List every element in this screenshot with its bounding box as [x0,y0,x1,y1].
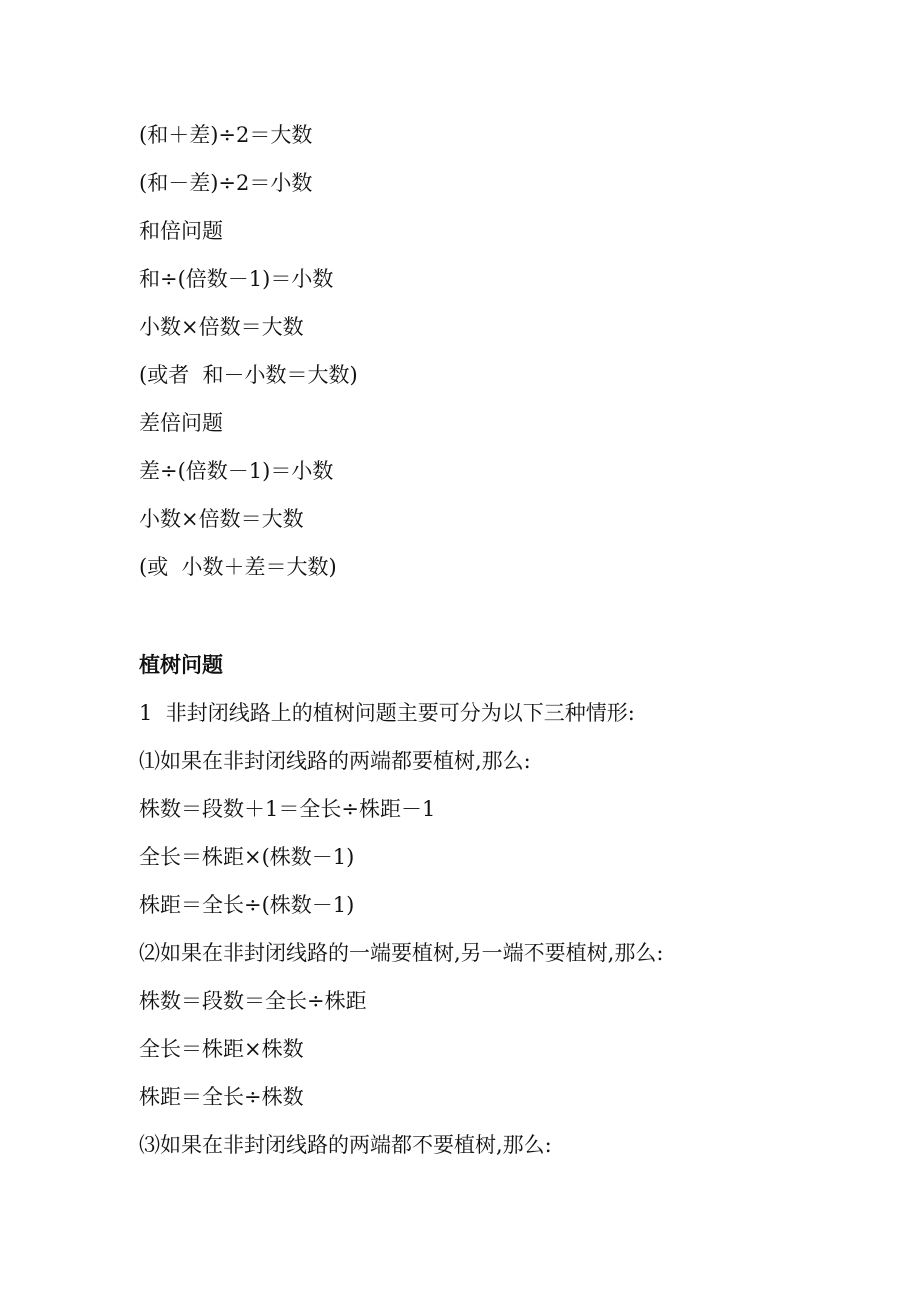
formula-diff-multiple-small: 差÷(倍数－1)＝小数 [139,459,334,483]
case-1-formula-spacing: 株距＝全长÷(株数－1) [139,893,355,917]
section-heading-tree-planting: 植树问题 [139,652,223,677]
case-2-formula-spacing: 株距＝全长÷株数 [139,1085,304,1109]
formula-sum-multiple-alt: (或者 和－小数＝大数) [139,363,358,387]
tree-planting-intro: 1 非封闭线路上的植树问题主要可分为以下三种情形: [139,701,635,725]
formula-sum-multiple-small: 和÷(倍数－1)＝小数 [139,267,334,291]
case-3-description: ⑶如果在非封闭线路的两端都不要植树,那么: [139,1133,552,1157]
case-1-formula-length: 全长＝株距×(株数－1) [139,845,355,869]
case-2-description: ⑵如果在非封闭线路的一端要植树,另一端不要植树,那么: [139,941,664,965]
formula-sum-multiple-large: 小数×倍数＝大数 [139,315,304,339]
section-label-sum-multiple: 和倍问题 [139,219,223,243]
case-1-formula-count: 株数＝段数＋1＝全长÷株距－1 [139,797,436,821]
section-label-diff-multiple: 差倍问题 [139,411,223,435]
formula-diff-multiple-alt: (或 小数＋差＝大数) [139,555,337,579]
case-1-description: ⑴如果在非封闭线路的两端都要植树,那么: [139,749,531,773]
formula-diff-multiple-large: 小数×倍数＝大数 [139,507,304,531]
formula-sum-diff-small: (和－差)÷2＝小数 [139,171,313,195]
case-2-formula-length: 全长＝株距×株数 [139,1037,304,1061]
case-2-formula-count: 株数＝段数＝全长÷株距 [139,989,367,1013]
formula-sum-diff-large: (和＋差)÷2＝大数 [139,123,313,147]
